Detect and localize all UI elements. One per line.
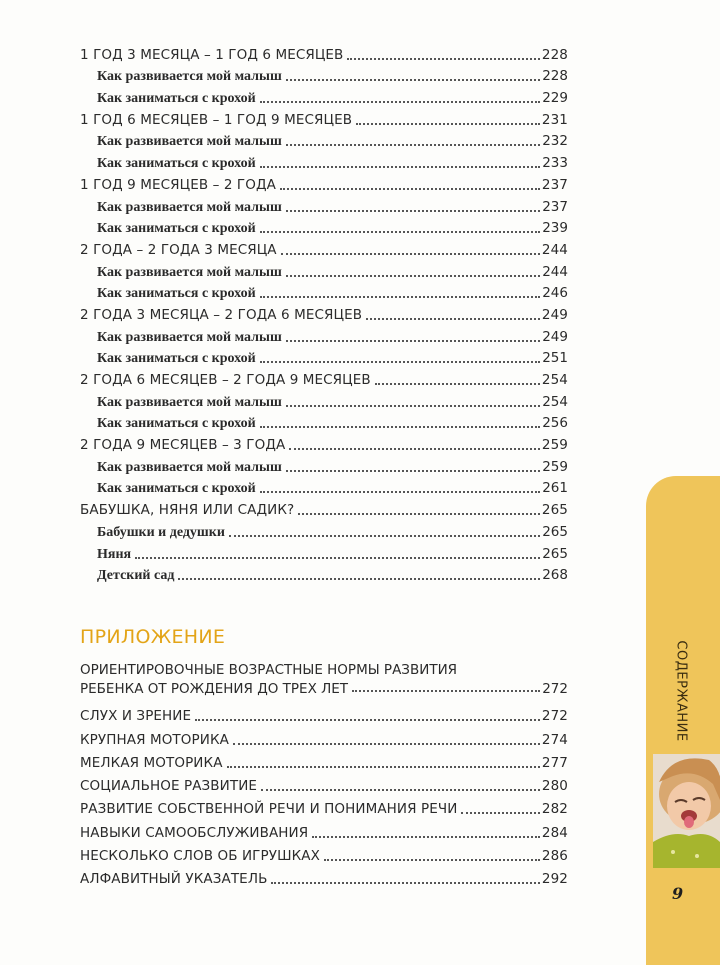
toc-entry-page: 232 bbox=[542, 133, 568, 150]
dot-leader bbox=[261, 788, 540, 791]
toc-entry-page: 229 bbox=[542, 90, 568, 107]
toc-entry-page: 233 bbox=[542, 155, 568, 172]
toc-entry[interactable] bbox=[80, 565, 568, 587]
toc-entry[interactable] bbox=[80, 797, 568, 820]
dot-leader bbox=[260, 165, 541, 168]
toc-entry-title: 1 ГОД 6 МЕСЯЦЕВ – 1 ГОД 9 МЕСЯЦЕВ bbox=[80, 111, 353, 128]
toc-entry-title: 1 ГОД 9 МЕСЯЦЕВ – 2 ГОДА bbox=[80, 176, 276, 193]
toc-entry-title: Как развивается мой малыш bbox=[97, 329, 282, 345]
toc-entry[interactable] bbox=[80, 751, 568, 774]
toc-entry-page: 244 bbox=[541, 241, 568, 258]
toc-entry[interactable] bbox=[80, 844, 568, 867]
toc-entry-title: Как заниматься с крохой bbox=[97, 351, 256, 367]
dot-leader bbox=[286, 209, 540, 212]
toc-entry-page: 265 bbox=[542, 523, 568, 540]
toc-entry-title: Как заниматься с крохой bbox=[97, 416, 256, 432]
dot-leader bbox=[280, 187, 540, 190]
toc-entry-title: НЕСКОЛЬКО СЛОВ ОБ ИГРУШКАХ bbox=[80, 848, 320, 865]
toc-entry-title: КРУПНАЯ МОТОРИКА bbox=[80, 731, 229, 748]
toc-entry[interactable] bbox=[80, 727, 568, 750]
toc-entry-title: Няня bbox=[97, 546, 132, 562]
dot-leader bbox=[178, 577, 540, 580]
dot-leader bbox=[260, 295, 541, 298]
toc-entry-page: 228 bbox=[542, 68, 568, 85]
toc-entry-title-line2: РЕБЕНКА ОТ РОЖДЕНИЯ ДО ТРЕХ ЛЕТ bbox=[80, 681, 349, 697]
dot-leader bbox=[233, 742, 540, 745]
dot-leader bbox=[286, 274, 540, 277]
dot-leader bbox=[271, 881, 539, 884]
dot-leader bbox=[286, 404, 540, 407]
toc-entry-page: 292 bbox=[541, 871, 568, 888]
toc-entry-title: 2 ГОДА – 2 ГОДА 3 МЕСЯЦА bbox=[80, 241, 277, 258]
toc-entry-title: 1 ГОД 3 МЕСЯЦА – 1 ГОД 6 МЕСЯЦЕВ bbox=[80, 46, 344, 63]
dot-leader bbox=[324, 858, 540, 861]
child-photo bbox=[653, 754, 720, 868]
dot-leader bbox=[260, 230, 541, 233]
dot-leader bbox=[281, 252, 540, 255]
toc-entry-page: 286 bbox=[541, 848, 568, 865]
toc-entry-page: 251 bbox=[542, 350, 568, 367]
toc-entry[interactable] bbox=[80, 391, 568, 413]
toc-entry-title: Бабушки и дедушки bbox=[97, 524, 225, 540]
toc-entry-title: Как заниматься с крохой bbox=[97, 481, 256, 497]
toc-entry-page: 256 bbox=[542, 415, 568, 432]
toc-entry[interactable] bbox=[80, 704, 568, 727]
toc-entry-title: Как развивается мой малыш bbox=[97, 134, 282, 150]
dot-leader bbox=[286, 78, 540, 81]
toc-entry-page: 249 bbox=[542, 328, 568, 345]
toc-entry[interactable] bbox=[80, 152, 568, 174]
toc-entry[interactable] bbox=[80, 348, 568, 370]
toc-entry-title: 2 ГОДА 3 МЕСЯЦА – 2 ГОДА 6 МЕСЯЦЕВ bbox=[80, 306, 363, 323]
toc-entry-title-line1: ОРИЕНТИРОВОЧНЫЕ ВОЗРАСТНЫЕ НОРМЫ РАЗВИТИЯ bbox=[80, 662, 458, 678]
dot-leader bbox=[312, 835, 540, 838]
toc-entry-title: Как заниматься с крохой bbox=[97, 156, 256, 172]
toc-entry-page: 254 bbox=[542, 393, 568, 410]
toc-entry-title: АЛФАВИТНЫЙ УКАЗАТЕЛЬ bbox=[80, 871, 268, 888]
dot-leader bbox=[366, 317, 540, 320]
toc-entry-page: 239 bbox=[542, 220, 568, 237]
dot-leader bbox=[286, 143, 540, 146]
appendix-list bbox=[80, 662, 568, 890]
toc-entry-title: БАБУШКА, НЯНЯ ИЛИ САДИК? bbox=[80, 502, 295, 519]
toc-entry-title: Как развивается мой малыш bbox=[97, 264, 282, 280]
toc-entry-page: 249 bbox=[541, 306, 568, 323]
toc-entry-page: 228 bbox=[541, 46, 568, 63]
dot-leader bbox=[375, 382, 540, 385]
toc-entry-title: МЕЛКАЯ МОТОРИКА bbox=[80, 754, 223, 771]
dot-leader bbox=[347, 57, 540, 60]
toc-entry[interactable] bbox=[80, 44, 568, 66]
toc-entry-title: 2 ГОДА 6 МЕСЯЦЕВ – 2 ГОДА 9 МЕСЯЦЕВ bbox=[80, 372, 371, 388]
toc-entry-page: 284 bbox=[541, 824, 568, 841]
toc-entry-page: 259 bbox=[541, 437, 568, 454]
dot-leader bbox=[352, 689, 540, 692]
toc-entry[interactable] bbox=[80, 131, 568, 153]
toc-entry-title: Как развивается мой малыш bbox=[97, 394, 282, 410]
dot-leader bbox=[461, 811, 540, 814]
toc-entry-title: РАЗВИТИЕ СОБСТВЕННОЙ РЕЧИ И ПОНИМАНИЯ РЕЧИ bbox=[80, 801, 458, 818]
dot-leader bbox=[229, 534, 540, 537]
toc-entry-page: 237 bbox=[541, 176, 568, 193]
dot-leader bbox=[286, 339, 540, 342]
dot-leader bbox=[260, 360, 541, 363]
toc-entry-page: 231 bbox=[541, 111, 568, 128]
toc-entry[interactable] bbox=[80, 109, 568, 131]
toc-entry[interactable] bbox=[80, 369, 568, 391]
toc-entry[interactable] bbox=[80, 456, 568, 478]
dot-leader bbox=[260, 490, 541, 493]
toc-entry-title: СОЦИАЛЬНОЕ РАЗВИТИЕ bbox=[80, 778, 258, 795]
page-number: 9 bbox=[672, 884, 684, 903]
toc-entry[interactable] bbox=[80, 66, 568, 88]
toc-entry-page: 237 bbox=[542, 198, 568, 215]
toc-entry[interactable] bbox=[80, 521, 568, 543]
dot-leader bbox=[298, 512, 540, 515]
toc-entry[interactable] bbox=[80, 261, 568, 283]
toc-entry[interactable] bbox=[80, 326, 568, 348]
toc-entry[interactable] bbox=[80, 196, 568, 218]
section-tab-label bbox=[666, 638, 696, 744]
toc-entry-title: Как развивается мой малыш bbox=[97, 459, 282, 475]
toc-entry-page: 244 bbox=[542, 263, 568, 280]
toc-entry-page: 277 bbox=[541, 754, 568, 771]
appendix-heading: ПРИЛОЖЕНИЕ bbox=[80, 626, 226, 648]
toc-entry-page: 261 bbox=[542, 480, 568, 497]
toc-entry-page: 246 bbox=[542, 285, 568, 302]
toc-entry-page: 272 bbox=[542, 681, 568, 697]
toc-entry[interactable] bbox=[80, 499, 568, 521]
toc-entry-page: 259 bbox=[542, 458, 568, 475]
toc-entry[interactable] bbox=[80, 87, 568, 109]
toc-entry[interactable] bbox=[80, 774, 568, 797]
toc-entry-page: 280 bbox=[541, 778, 568, 795]
toc-entry-page: 254 bbox=[541, 372, 568, 388]
toc-entry[interactable] bbox=[80, 867, 568, 890]
toc-entry-title: Детский сад bbox=[97, 568, 175, 584]
toc-entry-title: СЛУХ И ЗРЕНИЕ bbox=[80, 708, 192, 725]
table-of-contents bbox=[80, 44, 568, 586]
dot-leader bbox=[286, 469, 540, 472]
dot-leader bbox=[195, 718, 540, 721]
toc-entry[interactable] bbox=[80, 434, 568, 456]
section-tab-text: СОДЕРЖАНИЕ bbox=[673, 640, 689, 742]
dot-leader bbox=[260, 100, 541, 103]
toc-entry-title: 2 ГОДА 9 МЕСЯЦЕВ – 3 ГОДА bbox=[80, 437, 286, 454]
dot-leader bbox=[135, 556, 540, 559]
toc-entry[interactable] bbox=[80, 239, 568, 261]
toc-entry[interactable] bbox=[80, 478, 568, 500]
toc-entry[interactable] bbox=[80, 174, 568, 196]
toc-entry[interactable] bbox=[80, 283, 568, 305]
toc-entry[interactable] bbox=[80, 304, 568, 326]
toc-entry-title: Как заниматься с крохой bbox=[97, 221, 256, 237]
toc-entry-page: 282 bbox=[541, 801, 568, 818]
toc-entry-page: 274 bbox=[541, 731, 568, 748]
toc-entry-multiline[interactable] bbox=[80, 662, 568, 698]
toc-entry[interactable] bbox=[80, 543, 568, 565]
toc-entry-page: 265 bbox=[541, 502, 568, 519]
toc-entry-page: 272 bbox=[541, 708, 568, 725]
dot-leader bbox=[227, 765, 540, 768]
dot-leader bbox=[260, 425, 541, 428]
toc-entry[interactable] bbox=[80, 820, 568, 843]
toc-entry-title: Как развивается мой малыш bbox=[97, 69, 282, 85]
toc-entry-title: Как развивается мой малыш bbox=[97, 199, 282, 215]
toc-entry-page: 265 bbox=[542, 545, 568, 562]
toc-entry-title: НАВЫКИ САМООБСЛУЖИВАНИЯ bbox=[80, 824, 309, 841]
dot-leader bbox=[289, 447, 540, 450]
toc-entry[interactable] bbox=[80, 413, 568, 435]
toc-entry-title: Как заниматься с крохой bbox=[97, 286, 256, 302]
dot-leader bbox=[356, 122, 540, 125]
toc-entry-title: Как заниматься с крохой bbox=[97, 91, 256, 107]
toc-entry-page: 268 bbox=[542, 567, 568, 584]
toc-entry[interactable] bbox=[80, 218, 568, 240]
